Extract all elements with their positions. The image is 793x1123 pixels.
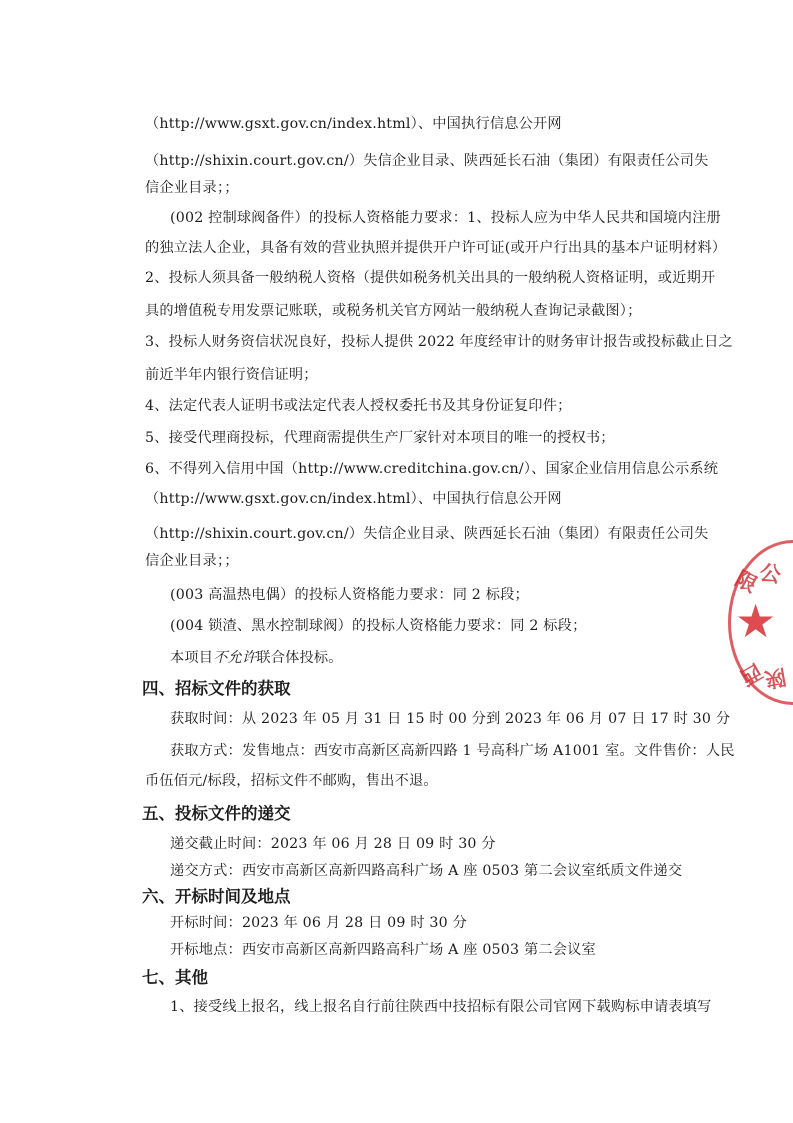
text-line: 递交截止时间：2023 年 06 月 28 日 09 时 30 分: [170, 836, 496, 852]
section-heading: 六、开标时间及地点: [142, 887, 291, 906]
text-line: 6、不得列入信用中国（http://www.creditchina.gov.cn/）、国家企业信用信息公示系统: [145, 461, 719, 477]
seal-glyph: 陕: [762, 664, 788, 692]
text-line: （http://shixin.court.gov.cn/）失信企业目录、陕西延长石油（集团）有限责任公司失: [145, 526, 709, 542]
text-line: 4、法定代表人证明书或法定代表人授权委托书及其身份证复印件；: [145, 398, 572, 414]
text-line: 具的增值税专用发票记账联，或税务机关官方网站一般纳税人查询记录截图）；: [145, 303, 642, 319]
text-line: 的独立法人企业，具备有效的营业执照并提供开户许可证(或开户行出具的基本户证明材料）: [145, 240, 727, 256]
consortium-prefix: 本项目: [170, 650, 214, 666]
section-heading: 七、其他: [142, 968, 208, 987]
text-line: 前近半年内银行资信证明；: [145, 367, 318, 383]
text-line: 获取方式：发售地点：西安市高新区高新四路 1 号高科广场 A1001 室。文件售价：人民: [170, 743, 735, 759]
consortium-line: [170, 648, 343, 668]
consortium-suffix: 联合体投标。: [256, 650, 343, 666]
text-line: (003 高温热电偶）的投标人资格能力要求：同 2 标段；: [170, 587, 529, 603]
text-line: （http://www.gsxt.gov.cn/index.html）、中国执行信息公开网: [145, 116, 562, 132]
text-line: 5、接受代理商投标，代理商需提供生产厂家针对本项目的唯一的授权书；: [145, 430, 615, 446]
text-line: 币伍佰元/标段，招标文件不邮购，售出不退。: [145, 773, 438, 789]
seal-glyph: 西: [735, 658, 767, 690]
text-line: (004 锁渣、黑水控制球阀）的投标人资格能力要求：同 2 标段；: [170, 618, 587, 634]
text-line: 获取时间：从 2023 年 05 月 31 日 15 时 00 分到 2023 年 06 月 07 日 17 时 30 分: [170, 711, 731, 727]
text-line: (002 控制球阀备件）的投标人资格能力要求：1、投标人应为中华人民共和国境内注册: [170, 210, 721, 226]
text-line: 开标时间：2023 年 06 月 28 日 09 时 30 分: [170, 915, 467, 931]
consortium-emphasis: 不允许: [213, 650, 257, 666]
section-heading: 四、招标文件的获取: [142, 679, 291, 698]
text-line: 递交方式：西安市高新区高新四路高科广场 A 座 0503 第二会议室纸质文件递交: [170, 863, 683, 879]
section-heading: 五、投标文件的递交: [142, 804, 291, 823]
text-line: 信企业目录；；: [145, 553, 239, 569]
text-line: 开标地点：西安市高新区高新四路高科广场 A 座 0503 第二会议室: [170, 942, 596, 958]
seal-glyph: 限: [731, 566, 761, 598]
text-line: （http://www.gsxt.gov.cn/index.html）、中国执行信息公开网: [145, 491, 562, 507]
text-line: 2、投标人须具备一般纳税人资格（提供如税务机关出具的一般纳税人资格证明，或近期开: [145, 270, 716, 286]
text-line: 3、投标人财务资信状况良好，投标人提供 2022 年度经审计的财务审计报告或投标截止日之: [145, 334, 733, 350]
text-line: （http://shixin.court.gov.cn/）失信企业目录、陕西延长石油（集团）有限责任公司失: [145, 153, 709, 169]
text-line: 1、接受线上报名，线上报名自行前往陕西中技招标有限公司官网下载购标申请表填写: [170, 999, 712, 1015]
seal-glyph: 公: [757, 560, 783, 588]
seal-star-icon: ★: [735, 594, 777, 648]
text-line: 信企业目录；；: [145, 180, 239, 196]
